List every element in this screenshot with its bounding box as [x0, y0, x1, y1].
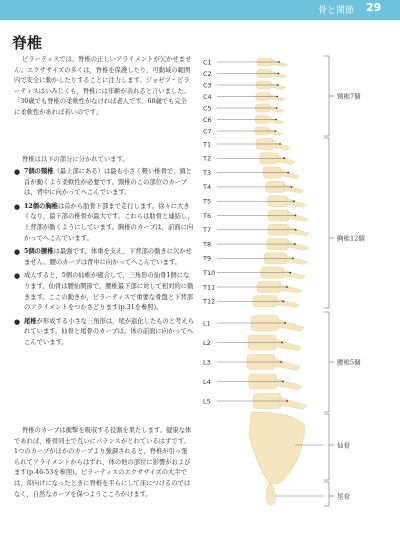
vertebra-label: L4 — [203, 377, 211, 386]
leader-dot — [282, 300, 284, 302]
spinous-process — [288, 227, 309, 236]
spinous-process — [286, 198, 306, 207]
vertebra-label: T12 — [203, 297, 216, 306]
vertebra-label: T1 — [203, 140, 212, 149]
region-bracket — [324, 414, 334, 480]
leader-dot — [289, 272, 291, 274]
conclusion-paragraph: 脊椎のカーブは衝撃を吸収する役割を果たします。健康な体であれば，椎骨同士で互いにバランスがとれているはずです。1つのカーブがほかのカーブより強調されると，脊椎が引っ張られてアライメントからはずれ，体の他の部位に影響がおよびます(p.46-53を参照)。ピラーティスのエクササイズの大半では，仰向けになったときに脊椎を平らにして床につけるのではなく，自然なカーブを保つようこころがけます。 — [14, 427, 192, 498]
spinous-process — [270, 72, 286, 78]
vertebra-label: L3 — [203, 358, 211, 367]
region-label: 尾骨 — [337, 492, 350, 501]
vertebra-label: L2 — [203, 338, 211, 347]
region-label: 頸椎7個 — [337, 92, 361, 101]
vertebra-label: C7 — [203, 127, 212, 136]
spine-illustration — [195, 40, 400, 550]
region-label: 胸椎12個 — [337, 234, 365, 243]
page-number: 29 — [366, 1, 382, 14]
vertebra-label: L1 — [203, 319, 211, 328]
leader-dot — [278, 61, 280, 63]
vertebra-label: C3 — [203, 81, 212, 90]
region-bracket — [324, 138, 334, 308]
spinous-process — [282, 270, 305, 279]
intro-text: ピラーティスでは、脊椎の正しいアライメントが欠かせません。エクササイズの多くは，脊椎を保護したり，可動域の範囲内で安全に動かしたりすることに注力します。ジョゼフ・ピラーティスはいみじくも，脊椎には年齢が表れると言いました。 — [14, 56, 192, 95]
spinous-process — [271, 60, 287, 66]
region-bracket — [324, 482, 334, 506]
leader-dot — [278, 73, 280, 75]
vertebra-label: L5 — [203, 397, 211, 406]
bullet-icon: ● — [14, 202, 21, 211]
sacrum — [249, 412, 305, 484]
vertebra-label: T9 — [203, 254, 212, 263]
list-item-bold: 尾椎 — [24, 317, 37, 325]
vertebra-label: T4 — [203, 183, 212, 192]
vertebra-label: T10 — [203, 269, 216, 277]
vertebra-label: T5 — [203, 197, 212, 206]
list-item-text: 成人すると，5個の仙椎が癒合して，三角形の仙骨1個になります。仙骨は腰仙関節で，腰椎最下部に対して相対的に動きます。ここの動きが，ピラーティスで重要な骨盤と下背部のアライメントをつかさどります(p.31を参照)。 — [24, 272, 194, 312]
vertebra-label: T2 — [203, 154, 212, 163]
vertebra-label: C2 — [203, 69, 212, 78]
leader-dot — [293, 200, 295, 202]
list-item-bold: 7個の頸椎 — [24, 168, 54, 175]
page-title: 脊椎 — [12, 34, 43, 52]
list-item-text: （最上部にある）は最も小さく軽い椎骨で，頭と首が動くよう柔軟性が必要です。頸椎のこの部位のカーブは，背中に向かってへこんでいます。 — [24, 168, 192, 197]
vertebra-label: C6 — [203, 115, 212, 124]
vertebra-label: T3 — [203, 168, 212, 177]
list-item — [14, 167, 194, 199]
spinous-process — [270, 83, 286, 89]
list-item — [14, 271, 194, 313]
leader-dot — [295, 229, 297, 231]
spinous-process — [279, 284, 303, 293]
sections-intro: 脊椎は以下の部分に分かれています。 — [22, 156, 129, 163]
spinous-process — [279, 397, 306, 409]
leader-dot — [282, 381, 284, 383]
vertebra-label: C1 — [203, 58, 212, 67]
leader-dot — [284, 322, 286, 324]
leader-dot — [283, 157, 285, 159]
leader-dot — [286, 400, 288, 402]
header-section-title: 骨と関節 — [318, 6, 355, 16]
leader-dot — [294, 215, 296, 217]
spinous-process — [274, 339, 301, 351]
leader-dot — [275, 130, 277, 132]
region-bracket — [324, 312, 334, 412]
leader-dot — [287, 172, 289, 174]
list-item-bold: 5個の腰椎 — [24, 248, 54, 256]
spinous-process — [287, 241, 309, 250]
vertebra-label: T8 — [203, 240, 212, 249]
pilates-quote: 「30歳でも脊椎の柔軟性がなければ老人です。60歳でも完全に柔軟性があれば若いのです」 — [14, 98, 187, 116]
list-item-text: は首から肋骨下部まで走行します。徐々に大きくなり，最下部の椎骨が最大です。これらは肋骨と連結し，上背部が動くようにしています。胸椎のカーブは，前面に向かってへこんでいます。 — [24, 202, 194, 242]
list-item-text: が形成する小さな三角形は，尾が退化したものと考えられています。仙骨と尾骨のカーブは，体の前面に向かってへこんでいます。 — [24, 317, 195, 346]
leader-dot — [280, 361, 282, 363]
list-item — [14, 247, 194, 268]
region-label: 仙骨 — [337, 441, 350, 450]
spine-parts-list — [14, 167, 194, 352]
spinous-process — [269, 106, 285, 112]
intro-paragraph — [14, 55, 192, 119]
vertebra-label: C5 — [203, 104, 212, 113]
spinous-process — [272, 141, 290, 150]
bullet-icon: ● — [14, 248, 21, 257]
list-item-text: は最強です。体重を支え，下背部の動きに欠かせません。腰のカーブは背中に向かってへこんでいます。 — [24, 248, 192, 266]
region-label: 腰椎5個 — [337, 358, 361, 367]
vertebra-label: T6 — [203, 211, 212, 220]
vertebra-label: T11 — [203, 283, 216, 292]
spinous-process — [280, 170, 299, 179]
list-item-bold: 12個の胸椎 — [24, 202, 58, 210]
coccyx — [266, 482, 275, 505]
spinous-process — [273, 358, 300, 370]
spinous-process — [269, 95, 285, 101]
leader-dot — [294, 243, 296, 245]
bullet-icon: ● — [14, 317, 21, 326]
bullet-icon: ● — [14, 168, 21, 176]
list-item — [14, 202, 194, 244]
leader-dot — [279, 143, 281, 145]
list-item — [14, 317, 194, 349]
spinous-process — [275, 378, 302, 390]
leader-dot — [292, 258, 294, 260]
spinous-process — [287, 213, 308, 222]
spinous-process — [275, 299, 299, 308]
leader-dot — [276, 96, 278, 98]
spinous-process — [285, 256, 308, 265]
header-bar — [0, 0, 400, 20]
leader-dot — [276, 107, 278, 109]
leader-dot — [277, 84, 279, 86]
leader-dot — [291, 186, 293, 188]
spinous-process — [276, 156, 295, 165]
spinous-process — [277, 319, 304, 331]
vertebra-label: T7 — [203, 226, 212, 235]
spinous-process — [267, 129, 282, 135]
bullet-icon: ● — [14, 272, 21, 281]
leader-dot — [281, 342, 283, 344]
spinous-process — [283, 184, 303, 193]
spinous-process — [268, 118, 284, 124]
vertebra-label: C4 — [203, 92, 212, 101]
spine-svg — [195, 40, 400, 550]
region-bracket — [324, 56, 334, 136]
leader-dot — [275, 119, 277, 121]
leader-dot — [286, 286, 288, 288]
